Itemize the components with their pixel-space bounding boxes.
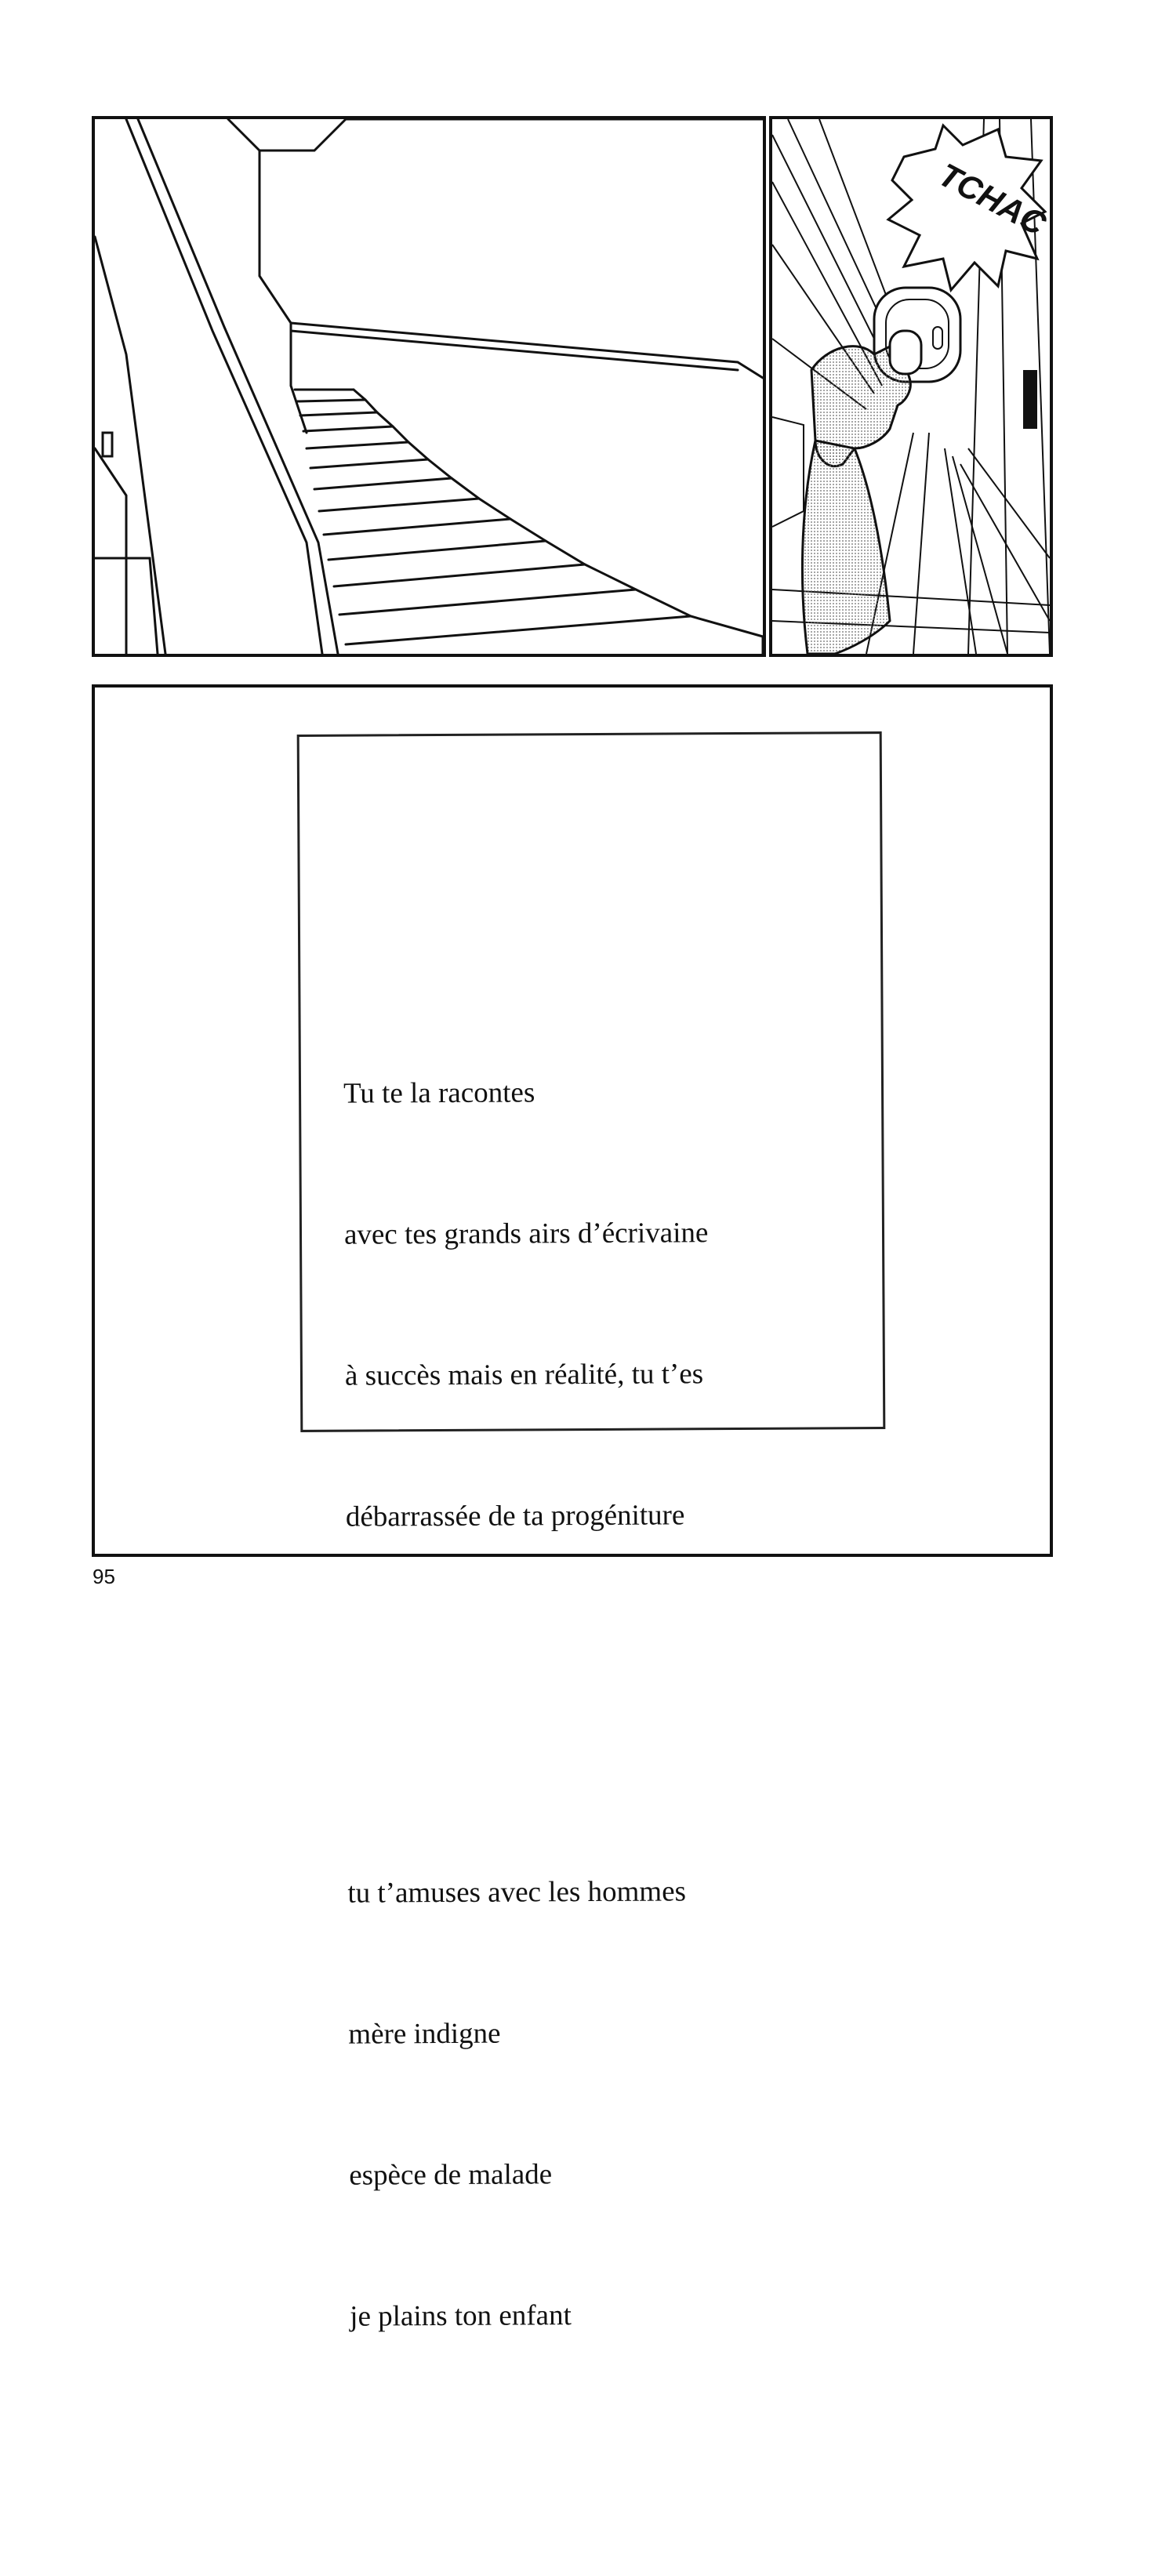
letter-line: mère indigne: [348, 2017, 501, 2051]
letter-line: avec tes grands airs d’écrivaine: [343, 1217, 709, 1251]
door-panel: [769, 116, 1053, 657]
letter-paper: [297, 731, 886, 2333]
stairs-panel: [92, 116, 766, 657]
sfx-burst: [888, 125, 1052, 294]
letter-line: débarrassée de ta progéniture: [345, 1499, 685, 1533]
letter-text: [343, 880, 853, 2575]
letter-line: à succès mais en réalité, tu t’es: [344, 1358, 704, 1392]
letter-stanza-1: [343, 974, 848, 1634]
letter-line: Tu te la racontes: [343, 1076, 535, 1110]
page-number: 95: [93, 1565, 115, 1588]
letter-line: tu t’amuses avec les hommes: [347, 1875, 687, 1910]
staircase-illustration: [95, 119, 763, 654]
letter-stanza-2: [347, 1773, 852, 2434]
sfx-text: TCHAC: [932, 155, 1052, 243]
letter-line: je plains ton enfant: [350, 2299, 572, 2333]
letter-line: espèce de malade: [349, 2158, 553, 2192]
